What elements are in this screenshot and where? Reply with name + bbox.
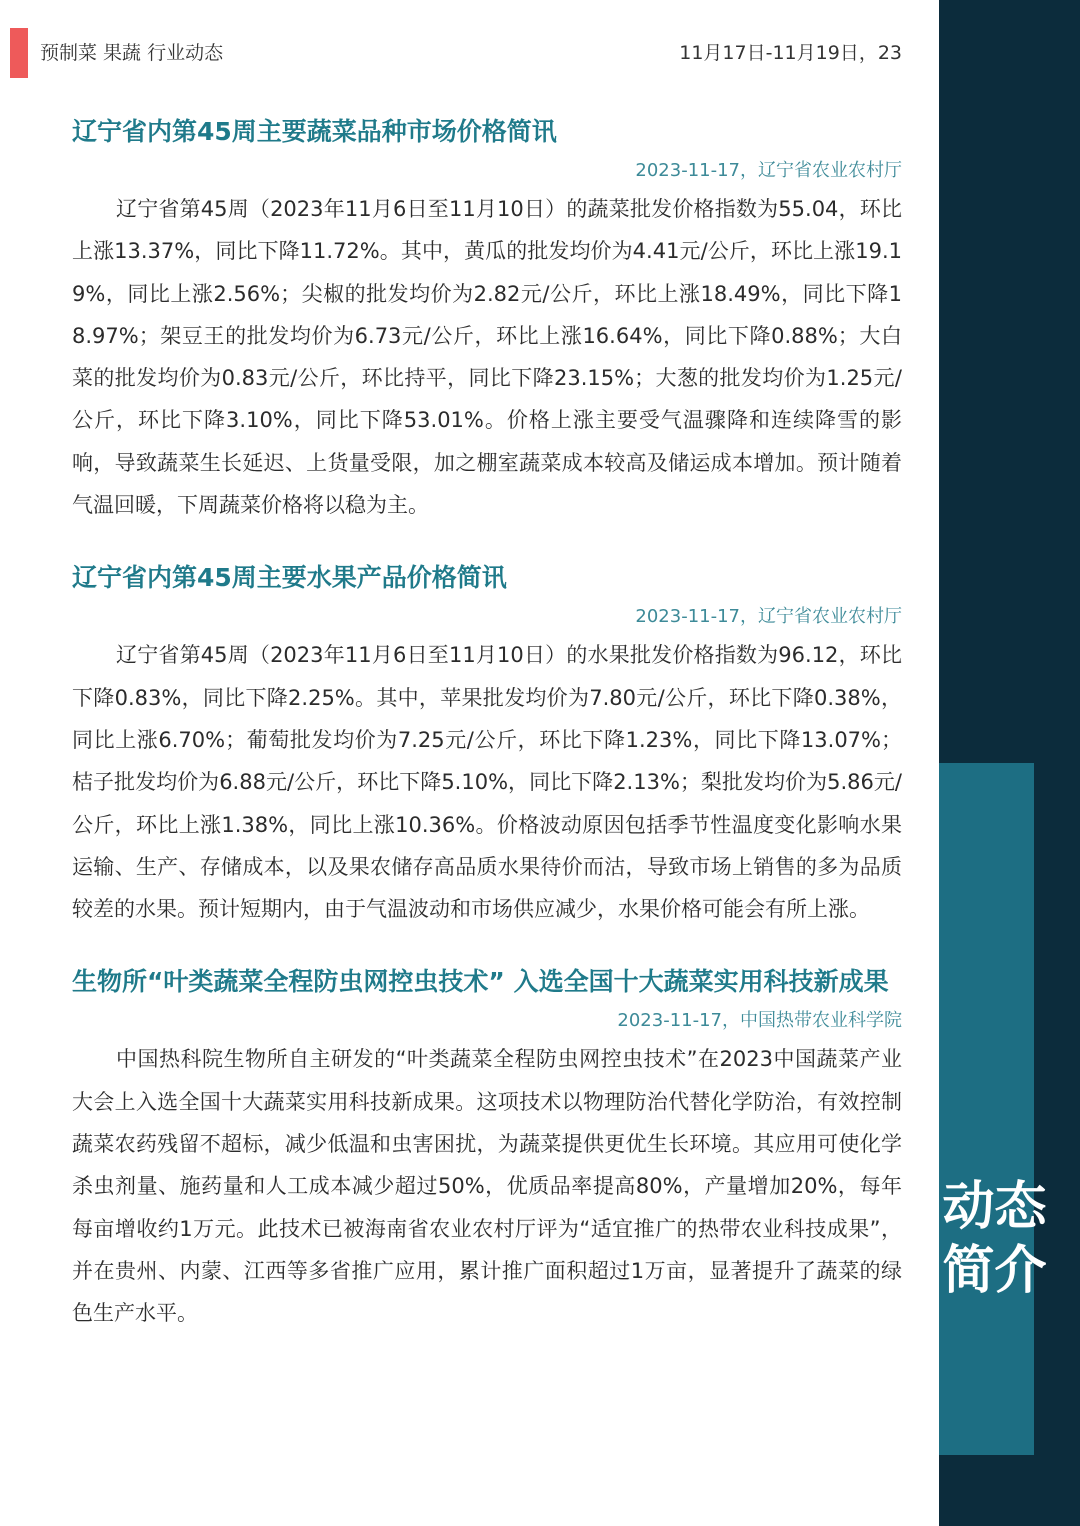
article-title: 生物所“叶类蔬菜全程防虫网控虫技术” 入选全国十大蔬菜实用科技新成果 bbox=[72, 967, 889, 997]
sidebar-panel bbox=[939, 763, 1034, 1455]
article-title: 辽宁省内第45周主要水果产品价格简讯 bbox=[72, 563, 507, 593]
header-date-range: 11月17日-11月19日，23 bbox=[679, 42, 902, 64]
article-pest-control-tech bbox=[72, 958, 902, 1334]
article-title: 辽宁省内第45周主要蔬菜品种市场价格简讯 bbox=[72, 117, 557, 146]
article-meta: 2023-11-17，辽宁省农业农村厅 bbox=[635, 606, 902, 628]
article-vegetable-prices bbox=[72, 108, 902, 526]
article-meta: 2023-11-17，中国热带农业科学院 bbox=[617, 1010, 902, 1032]
header-tags: 预制菜 果蔬 行业动态 bbox=[40, 42, 224, 64]
article-meta: 2023-11-17，辽宁省农业农村厅 bbox=[635, 160, 902, 181]
article-list bbox=[72, 108, 902, 1335]
article-fruit-prices bbox=[72, 554, 902, 930]
sidebar-title: 动态简介 bbox=[942, 1177, 1047, 1301]
article-body: 中国热科院生物所自主研发的“叶类蔬菜全程防虫网控虫技术”在2023中国蔬菜产业大会上入选全国十大蔬菜实用科技新成果。这项技术以物理防治代替化学防治，有效控制蔬菜农药残留不超标，减少低温和虫害困扰，为蔬菜提供更优生长环境。其应用可使化学杀虫剂量、施药量和人工成本减少超过50%，优质品率提高80%，产量增加20%，每年每亩增收约1万元。此技术已被海南省农业农村厅评为“适宜推广的热带农业科技成果”，并在贵州、内蒙、江西等多省推广应用，累计推广面积超过1万亩，显著提升了蔬菜的绿色生产水平。 bbox=[72, 1047, 902, 1326]
header-accent-bar bbox=[10, 28, 28, 78]
article-body: 辽宁省第45周（2023年11月6日至11月10日）的水果批发价格指数为96.12，环比下降0.83%，同比下降2.25%。其中，苹果批发均价为7.80元/公斤，环比下降0.38%，同比上涨6.70%；葡萄批发均价为7.25元/公斤，环比下降1.23%，同比下降13.07%；桔子批发均价为6.88元/公斤，环比下降5.10%，同比下降2.13%；梨批发均价为5.86元/公斤，环比上涨1.38%，同比上涨10.36%。价格波动原因包括季节性温度变化影响水果运输、生产、存储成本，以及果农储存高品质水果待价而沽，导致市场上销售的多为品质较差的水果。预计短期内，由于气温波动和市场供应减少，水果价格可能会有所上涨。 bbox=[72, 643, 902, 922]
article-body: 辽宁省第45周（2023年11月6日至11月10日）的蔬菜批发价格指数为55.04，环比上涨13.37%，同比下降11.72%。其中，黄瓜的批发均价为4.41元/公斤，环比上涨19.19%，同比上涨2.56%；尖椒的批发均价为2.82元/公斤，环比上涨18.49%，同比下降18.97%；架豆王的批发均价为6.73元/公斤，环比上涨16.64%，同比下降0.88%；大白菜的批发均价为0.83元/公斤，环比持平，同比下降23.15%；大葱的批发均价为1.25元/公斤，环比下降3.10%，同比下降53.01%。价格上涨主要受气温骤降和连续降雪的影响，导致蔬菜生长延迟、上货量受限，加之棚室蔬菜成本较高及储运成本增加。预计随着气温回暖，下周蔬菜价格将以稳为主。 bbox=[72, 197, 902, 518]
